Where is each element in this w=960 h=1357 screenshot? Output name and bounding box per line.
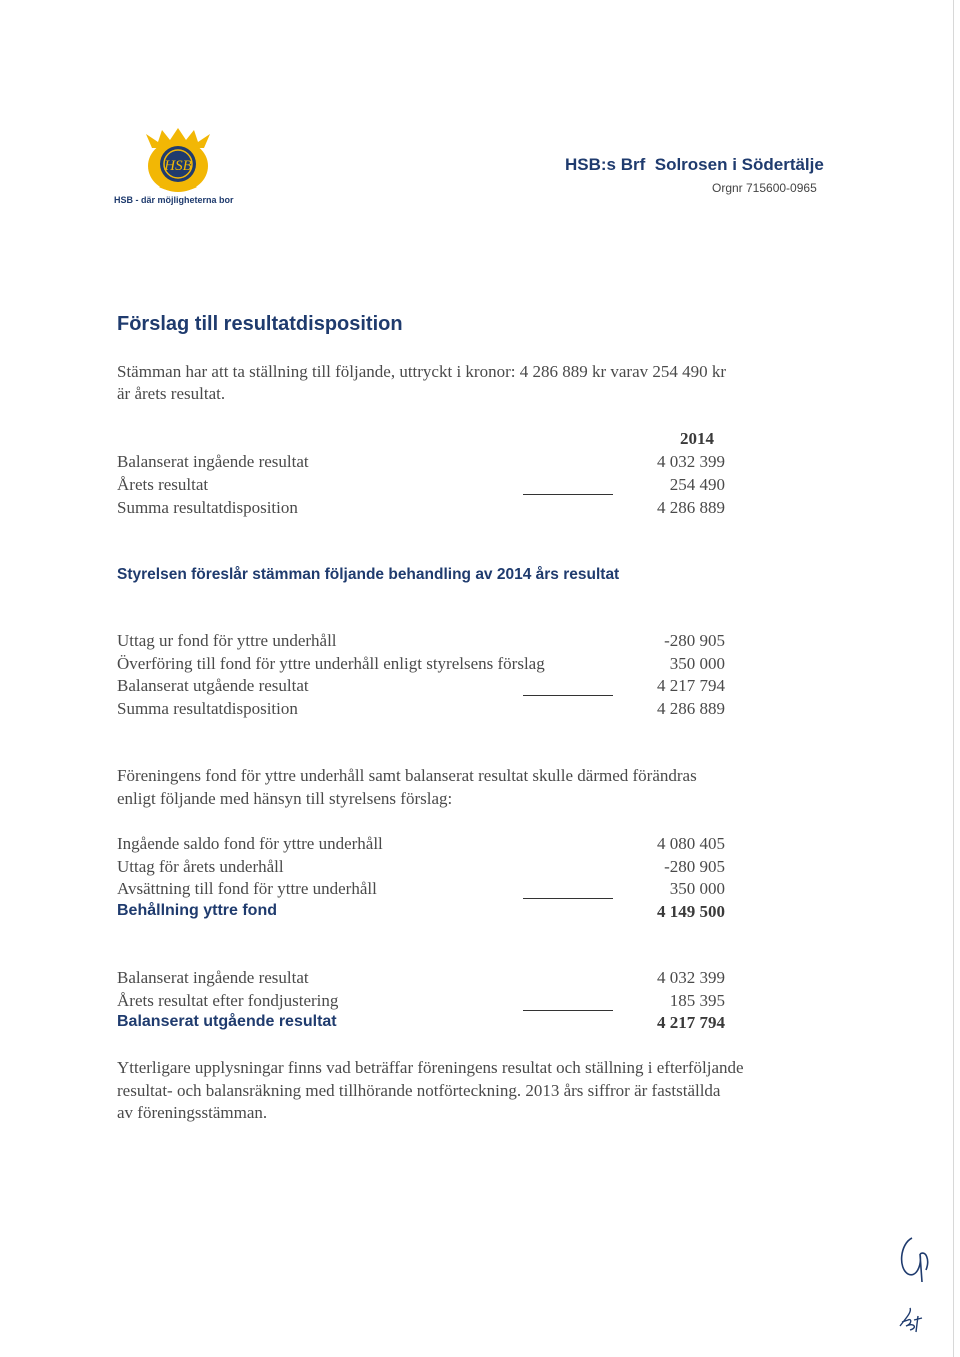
fund-label: Ingående saldo fond för yttre underhåll — [117, 834, 383, 853]
footer-text-line-2: resultat- och balansräkning med tillhörande notförteckning. 2013 års siffror är fastställda — [117, 1081, 721, 1100]
proposal-label: Uttag ur fond för yttre underhåll — [117, 631, 337, 650]
proposal-label: Balanserat utgående resultat — [117, 676, 309, 695]
intro-line-1: Stämman har att ta ställning till följande, uttryckt i kronor: 4 286 889 kr varav 254 490 kr — [117, 362, 727, 381]
proposal-underline — [523, 695, 613, 696]
fund-label: Avsättning till fond för yttre underhåll — [117, 879, 377, 898]
hsb-logo — [138, 128, 218, 194]
balance-row — [117, 991, 729, 1013]
fund-row — [117, 879, 729, 901]
fund-value: -280 905 — [664, 857, 725, 876]
summary-label: Årets resultat — [117, 475, 209, 494]
fund-text-line-2: enligt följande med hänsyn till styrelsens förslag: — [117, 789, 453, 808]
fund-value: 350 000 — [669, 879, 725, 898]
summary-label: Summa resultatdisposition — [117, 498, 298, 517]
summary-value: 4 286 889 — [657, 498, 725, 517]
proposal-value: 350 000 — [669, 654, 725, 673]
hsb-logo-emblem — [138, 128, 218, 194]
year-header: 2014 — [680, 429, 714, 448]
intro-line-2: är årets resultat. — [117, 384, 226, 403]
balance-row — [117, 968, 729, 990]
fund-value: 4 080 405 — [657, 834, 725, 853]
fund-row — [117, 834, 729, 856]
proposal-value: -280 905 — [664, 631, 725, 650]
fund-total-value: 4 149 500 — [657, 902, 725, 921]
page-title: Förslag till resultatdisposition — [117, 313, 403, 335]
fund-row — [117, 857, 729, 879]
proposal-row — [117, 676, 729, 698]
summary-value: 4 032 399 — [657, 452, 725, 471]
balance-total-row — [117, 1013, 729, 1035]
page-edge — [953, 0, 954, 1357]
fund-underline — [523, 898, 613, 899]
logo-monogram: HSB — [164, 158, 192, 174]
summary-row — [117, 475, 729, 497]
summary-label: Balanserat ingående resultat — [117, 452, 309, 471]
summary-underline — [523, 494, 613, 495]
balance-total-value: 4 217 794 — [657, 1013, 725, 1032]
balance-label: Balanserat ingående resultat — [117, 968, 309, 987]
balance-label: Årets resultat efter fondjustering — [117, 991, 339, 1010]
summary-row — [117, 498, 729, 520]
fund-total-row — [117, 902, 729, 924]
balance-total-label: Balanserat utgående resultat — [117, 1013, 337, 1030]
summary-value: 254 490 — [669, 475, 725, 494]
tagline: HSB - där möjligheterna bor — [114, 195, 234, 205]
footer-text-line-1: Ytterligare upplysningar finns vad beträffar föreningens resultat och ställning i efterföljande — [117, 1058, 744, 1077]
balance-underline — [523, 1010, 613, 1011]
proposal-row — [117, 631, 729, 653]
proposal-row — [117, 654, 729, 676]
handwritten-initials — [892, 1230, 942, 1340]
org-name: HSB:s Brf Solrosen i Södertälje — [565, 155, 824, 174]
proposal-label: Överföring till fond för yttre underhåll enligt styrelsens förslag — [117, 654, 545, 673]
summary-row — [117, 452, 729, 474]
org-number: Orgnr 715600-0965 — [712, 181, 817, 195]
balance-value: 185 395 — [669, 991, 725, 1010]
proposal-label: Summa resultatdisposition — [117, 699, 298, 718]
fund-text-line-1: Föreningens fond för yttre underhåll samt balanserat resultat skulle därmed förändras — [117, 766, 697, 785]
balance-value: 4 032 399 — [657, 968, 725, 987]
fund-label: Uttag för årets underhåll — [117, 857, 284, 876]
proposal-value: 4 286 889 — [657, 699, 725, 718]
proposal-row — [117, 699, 729, 721]
footer-text-line-3: av föreningsstämman. — [117, 1103, 268, 1122]
fund-total-label: Behållning yttre fond — [117, 902, 277, 919]
proposal-heading: Styrelsen föreslår stämman följande behandling av 2014 års resultat — [117, 566, 620, 583]
proposal-value: 4 217 794 — [657, 676, 725, 695]
